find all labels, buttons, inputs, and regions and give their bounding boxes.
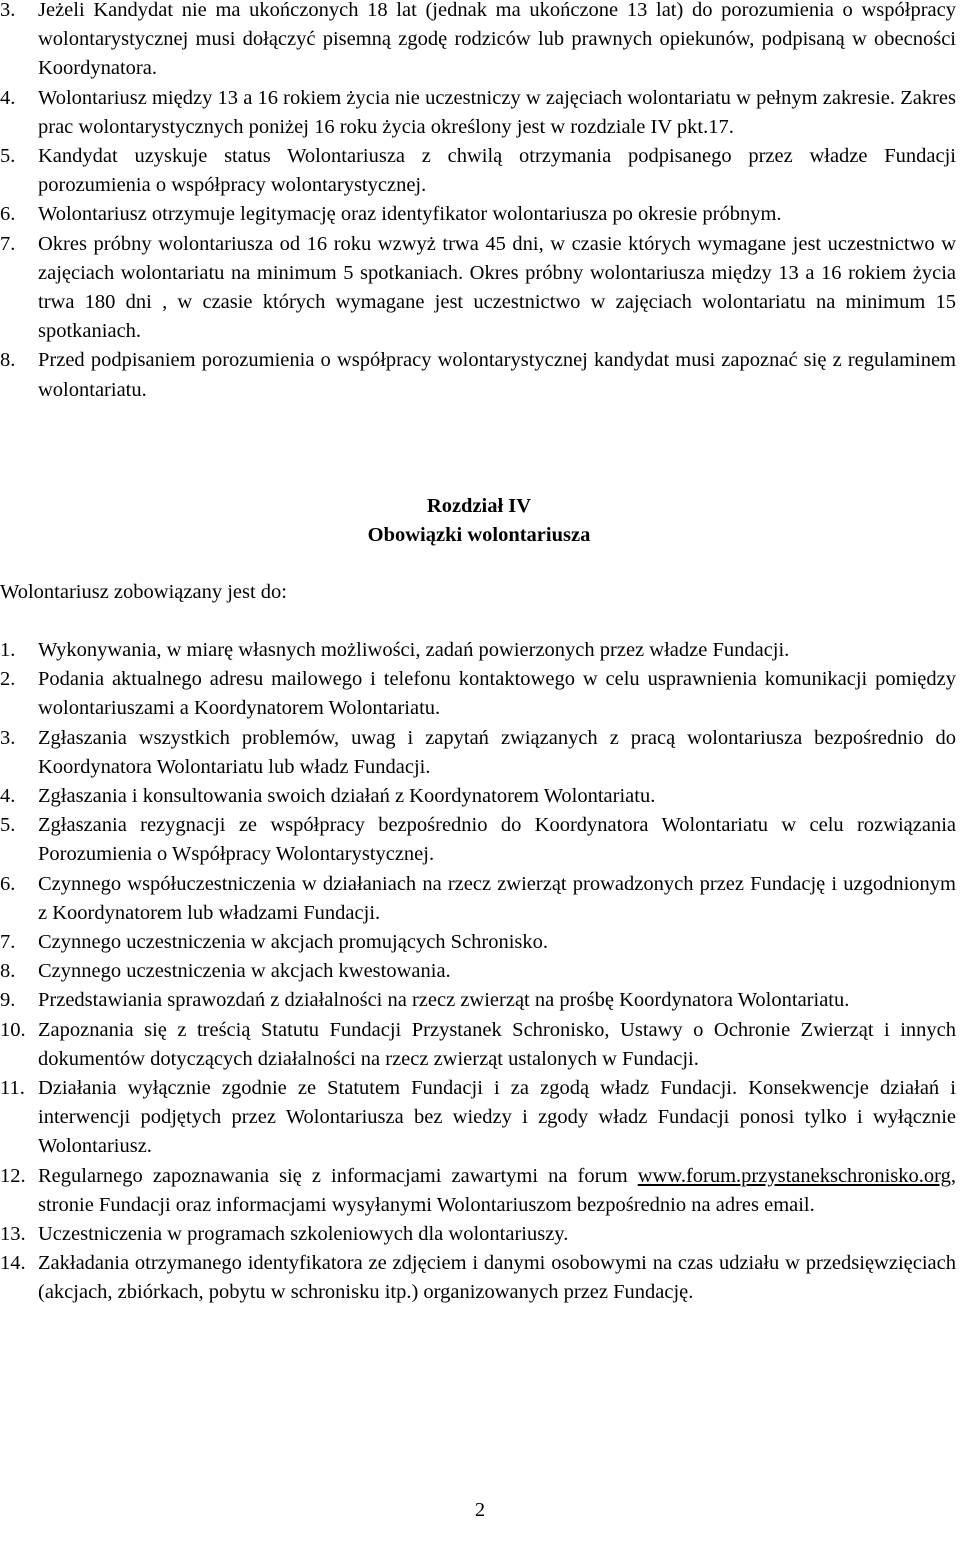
item-number: 9.	[0, 989, 16, 1012]
item-text: Działania wyłącznie zgodnie ze Statutem Fundacji i za zgodą władz Fundacji. Konsekwencje działań i interwencji podjętych przez Wolontariusza bez wiedzy i zgody władz Fundacji ponosi tylko i wyłącznie Wolontariusz.	[38, 1077, 956, 1158]
item-number: 11.	[0, 1077, 25, 1100]
item-number: 7.	[0, 232, 16, 255]
list-item	[0, 0, 956, 84]
item-text: Zapoznania się z treścią Statutu Fundacji Przystanek Schronisko, Ustawy o Ochronie Zwierząt i innych dokumentów dotyczących działalności na rzecz zwierząt ustalonych w Fundacji.	[38, 1018, 956, 1070]
item-number: 10.	[0, 1018, 26, 1041]
list-item	[0, 870, 956, 928]
item-text: Uczestniczenia w programach szkoleniowych dla wolontariuszy.	[38, 1223, 569, 1246]
list-item	[0, 230, 956, 347]
item-text: Czynnego współuczestniczenia w działaniach na rzecz zwierząt prowadzonych przez Fundację i uzgodnionym z Koordynatorem lub władzami Fundacji.	[38, 872, 956, 924]
item-number: 3.	[0, 726, 16, 749]
list-item	[0, 84, 956, 142]
list-item	[0, 1249, 956, 1307]
item-text: Wolontariusz otrzymuje legitymację oraz identyfikator wolontariusza po okresie próbnym.	[38, 203, 782, 226]
item-number: 6.	[0, 203, 16, 226]
chapter-subtitle: Obowiązki wolontariusza	[367, 524, 591, 546]
recruitment-rules-list	[0, 0, 956, 405]
item-number: 14.	[0, 1252, 26, 1275]
list-item	[0, 1016, 956, 1074]
item-text: , stronie Fundacji oraz informacjami wysyłanymi Wolontariuszom bezpośrednio na adres email.	[38, 1164, 956, 1216]
item-text: Okres próbny wolontariusza od 16 roku wzwyż trwa 45 dni, w czasie których wymagane jest uczestnictwo w zajęciach wolontariatu na minimum 5 spotkaniach. Okres próbny wolontariusza między 13 a 16 rokiem życia trwa 180 dni , w czasie których wymagane jest uczestnictwo w zajęciach wolontariatu na minimum 15 spotkaniach.	[38, 232, 956, 343]
item-number: 6.	[0, 872, 16, 895]
list-item	[0, 1162, 956, 1220]
item-text: Czynnego uczestniczenia w akcjach promujących Schronisko.	[38, 931, 549, 954]
item-text: Regularnego zapoznawania się z informacjami zawartymi na forum	[38, 1164, 638, 1187]
item-number: 3.	[0, 0, 16, 21]
item-text: Zgłaszania rezygnacji ze współpracy bezpośrednio do Koordynatora Wolontariatu w celu rozwiązania Porozumienia o Współpracy Wolontarystycznej.	[38, 814, 956, 866]
list-item	[0, 665, 956, 723]
page-number: 2	[474, 1499, 486, 1521]
item-text: Przed podpisaniem porozumienia o współpracy wolontarystycznej kandydat musi zapoznać się z regulaminem wolontariatu.	[38, 349, 956, 401]
item-number: 5.	[0, 145, 16, 168]
item-number: 12.	[0, 1164, 26, 1187]
list-item	[0, 346, 956, 404]
item-text: Wykonywania, w miarę własnych możliwości, zadań powierzonych przez władze Fundacji.	[38, 639, 790, 661]
item-number: 7.	[0, 931, 16, 954]
item-text: Zgłaszania wszystkich problemów, uwag i zapytań związanych z pracą wolontariusza bezpośrednio do Koordynatora Wolontariatu lub władz Fundacji.	[38, 726, 956, 778]
list-item	[0, 986, 956, 1015]
item-number: 8.	[0, 960, 16, 983]
item-number: 5.	[0, 814, 16, 837]
chapter-title: Rozdział IV	[426, 495, 532, 517]
item-number: 13.	[0, 1223, 26, 1246]
item-number: 8.	[0, 349, 16, 372]
list-item	[0, 200, 956, 229]
item-number: 2.	[0, 668, 16, 691]
duties-intro: Wolontariusz zobowiązany jest do:	[0, 581, 287, 603]
item-number: 1.	[0, 639, 16, 661]
item-text: Wolontariusz między 13 a 16 rokiem życia nie uczestniczy w zajęciach wolontariatu w pełnym zakresie. Zakres prac wolontarystycznych poniżej 16 roku życia określony jest w rozdziale IV pkt.17.	[38, 86, 956, 138]
list-item	[0, 142, 956, 200]
list-item	[0, 782, 956, 811]
item-text: Jeżeli Kandydat nie ma ukończonych 18 lat (jednak ma ukończone 13 lat) do porozumienia o współpracy wolontarystycznej musi dołączyć pisemną zgodę rodziców lub prawnych opiekunów, podpisaną w obecności Koordynatora.	[38, 0, 956, 80]
list-item	[0, 811, 956, 869]
list-item	[0, 724, 956, 782]
item-text: Zgłaszania i konsultowania swoich działań z Koordynatorem Wolontariatu.	[38, 785, 656, 808]
item-number: 4.	[0, 86, 16, 109]
item-number: 4.	[0, 785, 16, 808]
item-text: Przedstawiania sprawozdań z działalności na rzecz zwierząt na prośbę Koordynatora Wolontariatu.	[38, 989, 850, 1012]
item-text: Podania aktualnego adresu mailowego i telefonu kontaktowego w celu usprawnienia komunikacji pomiędzy wolontariuszami a Koordynatorem Wolontariatu.	[38, 668, 956, 720]
forum-link[interactable]: www.forum.przystanekschronisko.org	[637, 1164, 951, 1187]
list-item	[0, 957, 956, 986]
list-item	[0, 1220, 956, 1249]
list-item	[0, 1074, 956, 1162]
duties-list	[0, 636, 956, 1308]
item-text: Zakładania otrzymanego identyfikatora ze zdjęciem i danymi osobowymi na czas udziału w przedsięwzięciach (akcjach, zbiórkach, pobytu w schronisku itp.) organizowanych przez Fundację.	[38, 1252, 956, 1304]
item-text: Czynnego uczestniczenia w akcjach kwestowania.	[38, 960, 451, 983]
list-item	[0, 928, 956, 957]
list-item	[0, 636, 956, 665]
item-text: Kandydat uzyskuje status Wolontariusza z chwilą otrzymania podpisanego przez władze Fundacji porozumienia o współpracy wolontarystycznej.	[38, 145, 956, 197]
